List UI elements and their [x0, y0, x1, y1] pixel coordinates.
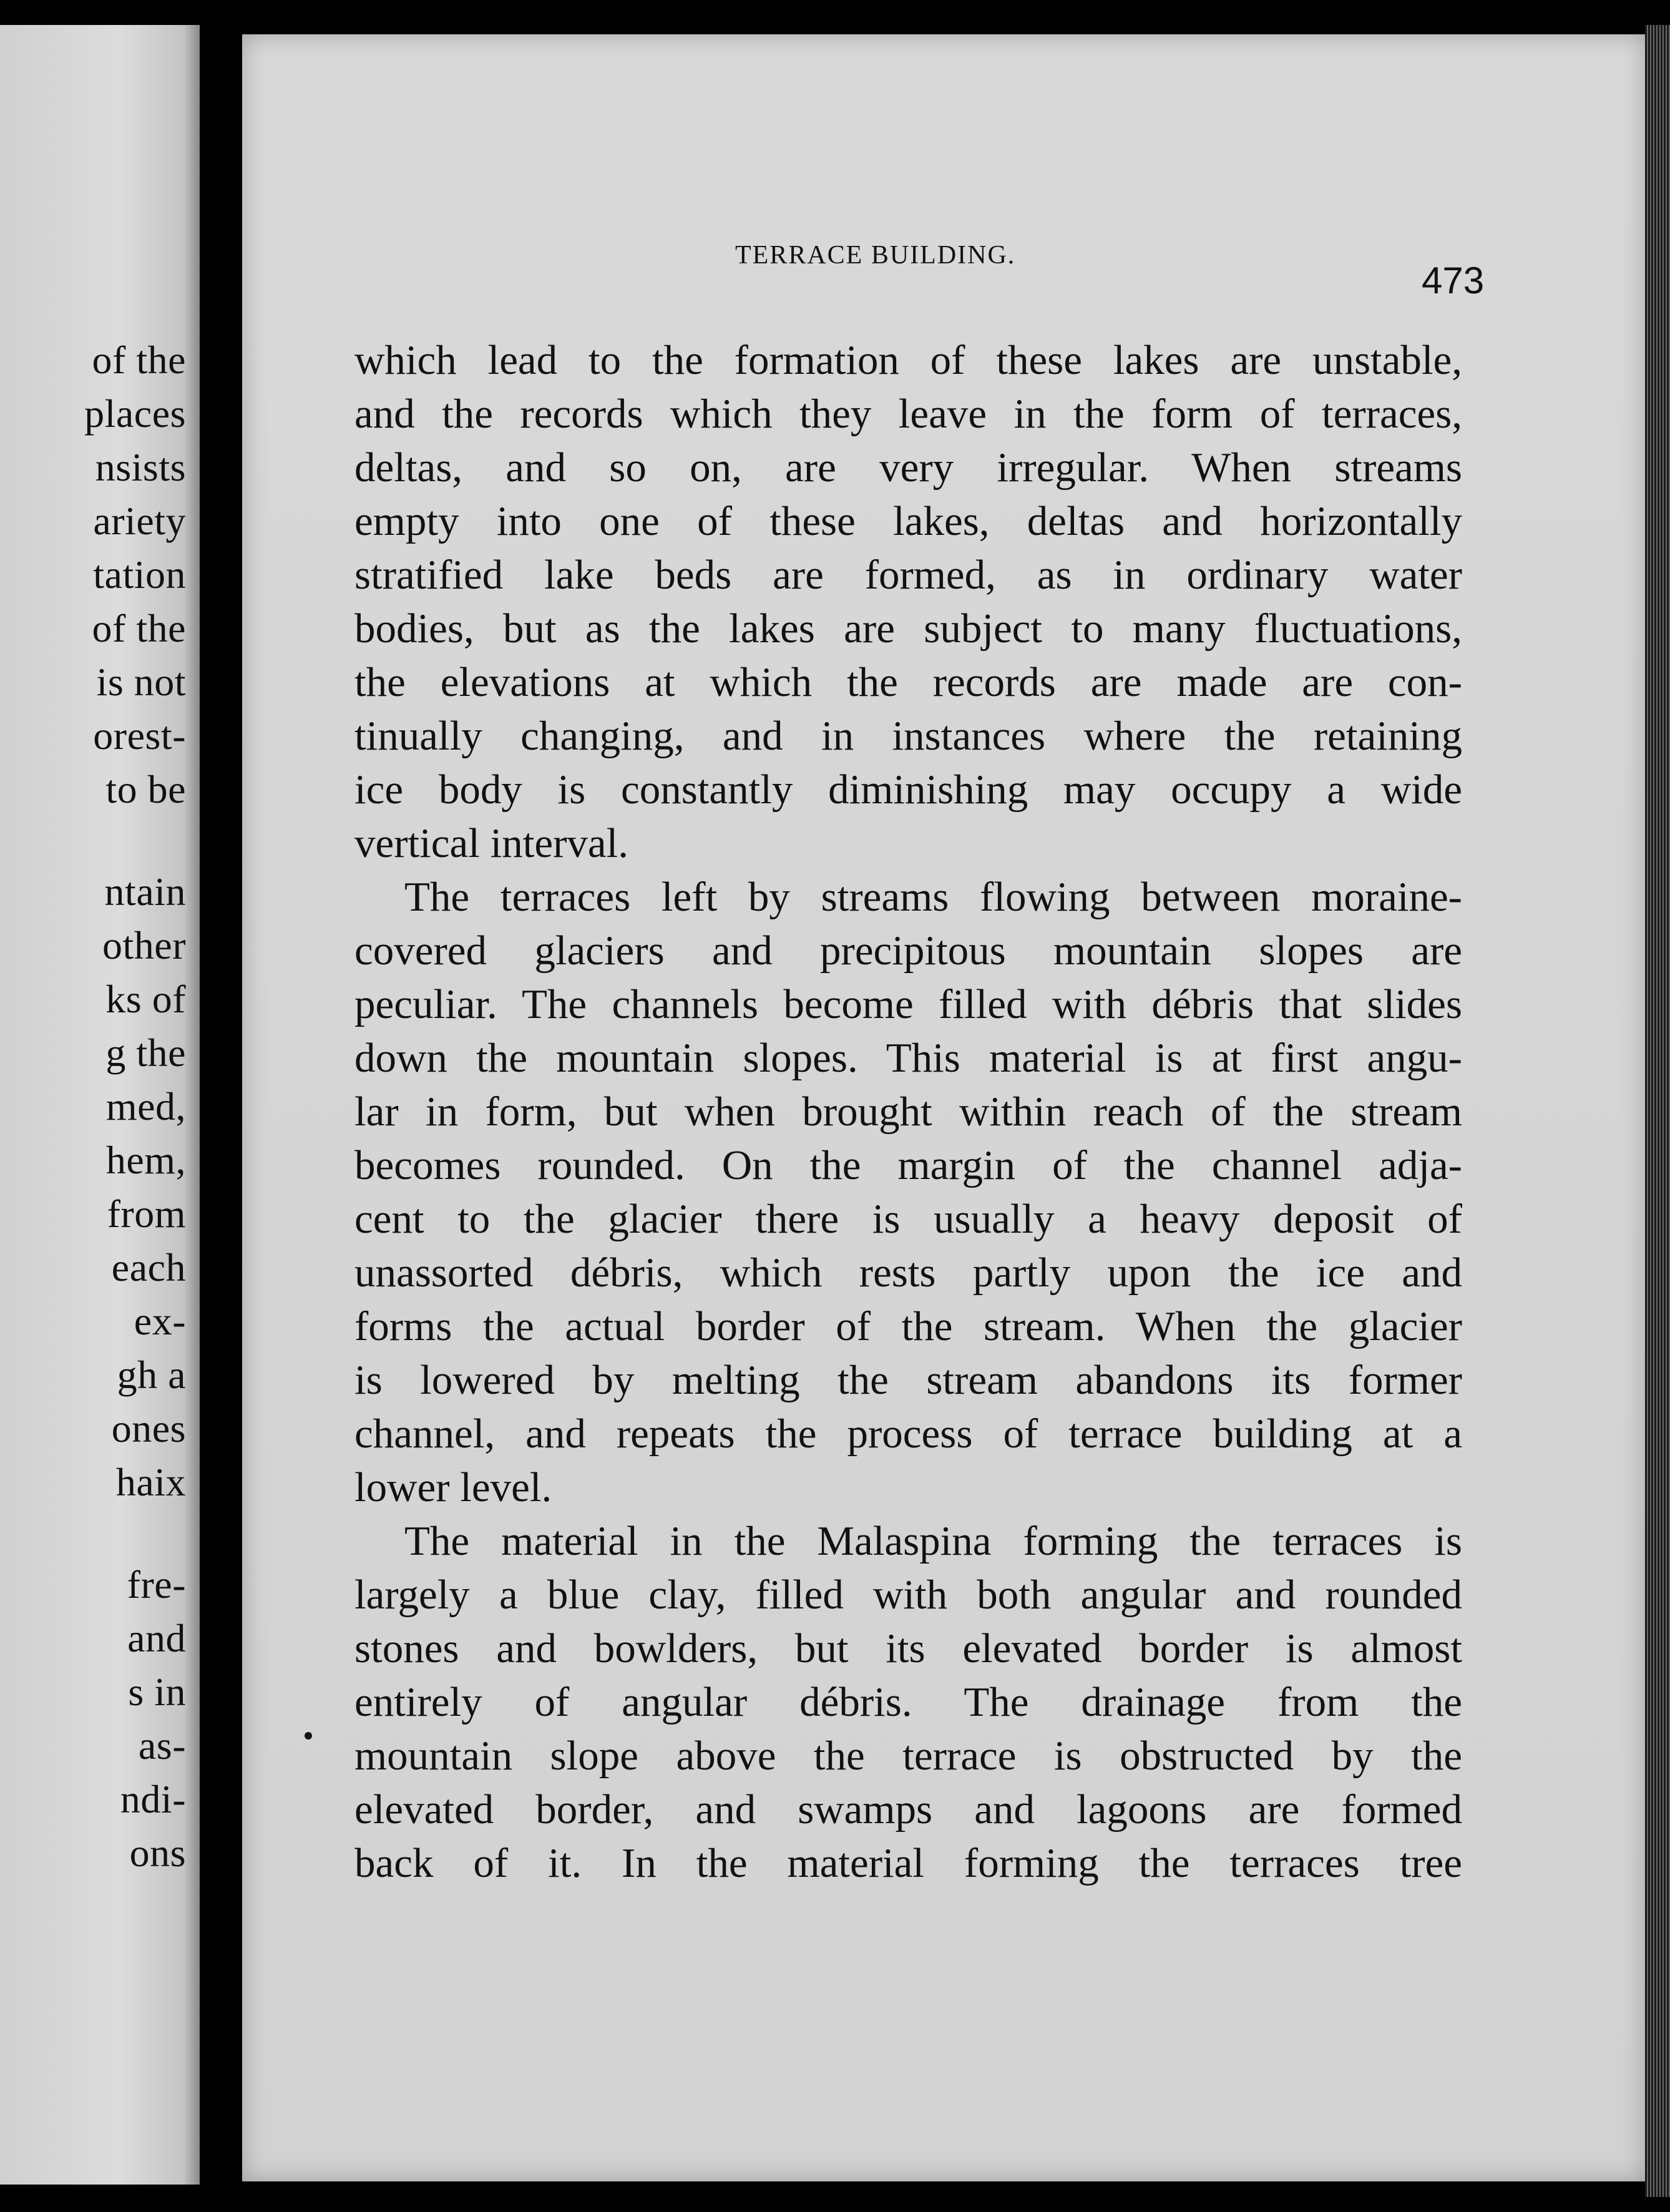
body-line: cent to the glacier there is usually a heavy deposit of: [354, 1196, 1462, 1242]
left-page-line: ariety: [93, 499, 186, 543]
body-line: the elevations at which the records are made are con-: [354, 659, 1462, 705]
book-gutter: [200, 0, 243, 2212]
page-number: 473: [1422, 260, 1485, 301]
body-line: back of it. In the material forming the terraces tree: [354, 1840, 1462, 1886]
body-line: peculiar. The channels become filled with débris that slides: [354, 981, 1462, 1027]
left-page-line: ex-: [134, 1299, 186, 1343]
body-line: stones and bowlders, but its elevated border is almost: [354, 1625, 1462, 1671]
body-line: entirely of angular débris. The drainage from the: [354, 1679, 1462, 1725]
left-page-line: of the: [92, 606, 186, 650]
left-page-line: tation: [93, 552, 186, 597]
left-page-line: ndi-: [120, 1777, 186, 1821]
left-page-line: g the: [105, 1030, 186, 1075]
body-line: lower level.: [354, 1464, 552, 1510]
body-line: lar in form, but when brought within reach of the stream: [354, 1089, 1462, 1135]
body-line: channel, and repeats the process of terrace building at a: [354, 1411, 1462, 1457]
body-line: elevated border, and swamps and lagoons are formed: [354, 1786, 1462, 1833]
body-line: largely a blue clay, filled with both angular and rounded: [354, 1572, 1462, 1618]
right-page: [242, 34, 1645, 2181]
body-line: is lowered by melting the stream abandons its former: [354, 1357, 1462, 1403]
left-page-line: of the: [92, 338, 186, 382]
left-page-line: other: [102, 923, 186, 967]
left-page-line: med,: [105, 1084, 186, 1128]
body-line: tinually changing, and in instances where the retaining: [354, 713, 1462, 759]
body-line: covered glaciers and precipitous mountain slopes are: [354, 927, 1462, 974]
left-page-line: and: [127, 1616, 186, 1660]
running-head: TERRACE BUILDING.: [735, 241, 1016, 270]
left-page-line: nsists: [95, 445, 186, 489]
left-facing-page: [0, 25, 200, 2185]
body-line: empty into one of these lakes, deltas and horizontally: [354, 498, 1462, 544]
page-edges: [1645, 25, 1670, 2197]
body-line: The terraces left by streams flowing between moraine-: [404, 874, 1462, 920]
body-line: mountain slope above the terrace is obstructed by the: [354, 1733, 1462, 1779]
body-line: which lead to the formation of these lakes are unstable,: [354, 337, 1462, 383]
left-page-line: ks of: [105, 977, 186, 1021]
body-line: becomes rounded. On the margin of the channel adja-: [354, 1142, 1462, 1188]
left-page-line: to be: [105, 767, 186, 811]
body-line: ice body is constantly diminishing may occupy a wide: [354, 766, 1462, 813]
body-line: deltas, and so on, are very irregular. When streams: [354, 444, 1462, 491]
left-page-line: as-: [138, 1723, 186, 1768]
body-line: and the records which they leave in the form of terraces,: [354, 391, 1462, 437]
left-page-line: is not: [96, 660, 186, 704]
body-line: bodies, but as the lakes are subject to many fluctuations,: [354, 605, 1462, 652]
ink-fleck: [305, 1732, 312, 1740]
left-page-line: ntain: [104, 869, 186, 914]
body-line: stratified lake beds are formed, as in ordinary water: [354, 552, 1462, 598]
left-page-line: gh a: [117, 1353, 186, 1397]
left-page-line: orest-: [93, 713, 186, 758]
left-page-line: s in: [128, 1670, 186, 1714]
left-page-line: fre-: [127, 1562, 186, 1607]
left-page-line: each: [111, 1245, 186, 1290]
body-line: vertical interval.: [354, 820, 629, 866]
left-page-line: ons: [129, 1831, 186, 1875]
left-page-line: from: [107, 1192, 186, 1236]
left-page-line: haix: [115, 1460, 186, 1504]
body-line: forms the actual border of the stream. When the glacier: [354, 1303, 1462, 1349]
body-line: unassorted débris, which rests partly upon the ice and: [354, 1250, 1462, 1296]
left-page-line: hem,: [105, 1138, 186, 1182]
left-page-line: places: [84, 391, 186, 436]
body-line: down the mountain slopes. This material is at first angu-: [354, 1035, 1462, 1081]
left-page-line: ones: [111, 1406, 186, 1451]
body-line: The material in the Malaspina forming the terraces is: [404, 1518, 1462, 1564]
